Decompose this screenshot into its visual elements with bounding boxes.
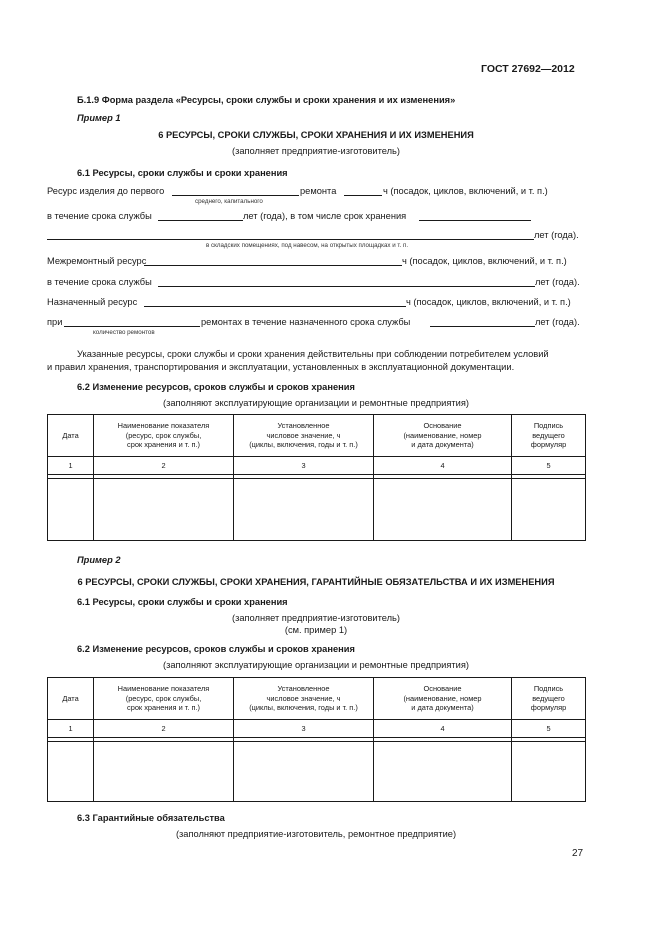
col-number: 2: [94, 720, 234, 738]
conditions-paragraph-line-1: Указанные ресурсы, сроки службы и сроки хранения действительны при соблюдении потребителем условий: [77, 349, 549, 359]
storage-years-label: лет (года).: [534, 230, 579, 240]
document-id: ГОСТ 27692—2012: [481, 63, 575, 75]
col-number: 1: [48, 720, 94, 738]
assigned-units-label: ч (посадок, циклов, включений, и т. п.): [406, 297, 571, 307]
col-header-signature: [512, 415, 586, 457]
changes-table-2: [47, 677, 586, 802]
subsection-6-3-note: (заполняют предприятие-изготовитель, ремонтное предприятие): [175, 829, 457, 839]
subsection-6-1-title: 6.1 Ресурсы, сроки службы и сроки хранения: [77, 168, 288, 178]
table-cell-value[interactable]: [234, 742, 374, 802]
col-header-value: [234, 678, 374, 720]
col-number: 5: [512, 457, 586, 475]
conditions-paragraph-line-2: и правил хранения, транспортирования и эксплуатации, установленных в эксплуатационной документации.: [47, 362, 515, 372]
col-header-indicator-text: Наименование показателя (ресурс, срок службы, срок хранения и т. п.): [117, 421, 210, 450]
overhaul-units-label: ч (посадок, циклов, включений, и т. п.): [402, 256, 567, 266]
repairs-count-field[interactable]: [64, 326, 200, 327]
assigned-years-label: лет (года).: [535, 317, 580, 327]
overhaul-resource-label: Межремонтный ресурс: [47, 256, 147, 266]
example-2-subsection-6-1-title: 6.1 Ресурсы, сроки службы и сроки хранения: [77, 597, 288, 607]
example-2-subsection-6-2-note: (заполняют эксплуатирующие организации и ремонтные предприятия): [162, 660, 469, 670]
col-number: 2: [94, 457, 234, 475]
subsection-6-2-note: (заполняют эксплуатирующие организации и ремонтные предприятия): [162, 398, 469, 408]
changes-table-1: [47, 414, 586, 541]
example-2-label: Пример 2: [77, 555, 121, 565]
overhaul-years-label: лет (года).: [535, 277, 580, 287]
col-header-basis: [374, 415, 512, 457]
storage-conditions-field[interactable]: [47, 239, 534, 240]
resource-first-repair-label: Ресурс изделия до первого: [47, 186, 165, 196]
example-1-heading: 6 РЕСУРСЫ, СРОКИ СЛУЖБЫ, СРОКИ ХРАНЕНИЯ И ИХ ИЗМЕНЕНИЯ: [158, 130, 474, 140]
example-1-note: (заполняет предприятие-изготовитель): [231, 146, 400, 156]
subsection-6-2-title: 6.2 Изменение ресурсов, сроков службы и сроков хранения: [77, 382, 355, 392]
repairs-count-hint: количество ремонтов: [93, 329, 155, 336]
col-header-basis-text: Основание (наименование, номер и дата документа): [403, 684, 482, 713]
service-life-field[interactable]: [158, 220, 243, 221]
at-label: при: [47, 317, 63, 327]
assigned-resource-label: Назначенный ресурс: [47, 297, 138, 307]
example-2-subsection-6-1-note: (заполняет предприятие-изготовитель): [231, 613, 400, 623]
overhaul-resource-field[interactable]: [144, 265, 402, 266]
col-header-indicator: [94, 415, 234, 457]
repair-type-field[interactable]: [172, 195, 299, 196]
resource-units-label: ч (посадок, циклов, включений, и т. п.): [383, 186, 548, 196]
col-number: 1: [48, 457, 94, 475]
resource-hours-field[interactable]: [344, 195, 382, 196]
example-2-subsection-6-2-title: 6.2 Изменение ресурсов, сроков службы и сроков хранения: [77, 644, 355, 654]
table-cell-indicator[interactable]: [94, 742, 234, 802]
col-number: 3: [234, 720, 374, 738]
repairs-assigned-label: ремонтах в течение назначенного срока службы: [201, 317, 411, 327]
col-header-signature-text: Подпись ведущего формуляр: [530, 684, 567, 713]
table-cell-value[interactable]: [234, 479, 374, 541]
service-life-label: в течение срока службы: [47, 211, 152, 221]
table-cell-date[interactable]: [48, 479, 94, 541]
subsection-6-3-title: 6.3 Гарантийные обязательства: [77, 813, 225, 823]
storage-period-field[interactable]: [419, 220, 531, 221]
col-header-signature: [512, 678, 586, 720]
table-cell-basis[interactable]: [374, 479, 512, 541]
section-title: Б.1.9 Форма раздела «Ресурсы, сроки службы и сроки хранения и их изменения»: [77, 95, 456, 105]
page-number: 27: [572, 848, 584, 859]
col-number: 4: [374, 457, 512, 475]
col-header-indicator-text: Наименование показателя (ресурс, срок службы, срок хранения и т. п.): [117, 684, 210, 713]
col-header-basis-text: Основание (наименование, номер и дата документа): [403, 421, 482, 450]
example-2-heading: 6 РЕСУРСЫ, СРОКИ СЛУЖБЫ, СРОКИ ХРАНЕНИЯ, ГАРАНТИЙНЫЕ ОБЯЗАТЕЛЬСТВА И ИХ ИЗМЕНЕНИЯ: [77, 577, 555, 587]
table-cell-basis[interactable]: [374, 742, 512, 802]
col-header-signature-text: Подпись ведущего формуляр: [530, 421, 567, 450]
overhaul-service-life-field[interactable]: [158, 286, 535, 287]
col-header-basis: [374, 678, 512, 720]
col-number: 3: [234, 457, 374, 475]
col-header-value-text: Установленное числовое значение, ч (циклы, включения, годы и т. п.): [249, 684, 358, 713]
storage-period-label: лет (года), в том числе срок хранения: [243, 211, 407, 221]
table-cell-signature[interactable]: [512, 479, 586, 541]
table-cell-date[interactable]: [48, 742, 94, 802]
example-2-subsection-6-1-ref: (см. пример 1): [284, 625, 348, 635]
overhaul-service-life-label: в течение срока службы: [47, 277, 152, 287]
col-header-date: Дата: [48, 678, 94, 720]
repair-type-hint: среднего, капитального: [195, 198, 263, 205]
col-header-value: [234, 415, 374, 457]
assigned-service-life-field[interactable]: [430, 326, 535, 327]
col-header-indicator: [94, 678, 234, 720]
col-header-date: Дата: [48, 415, 94, 457]
table-cell-indicator[interactable]: [94, 479, 234, 541]
storage-conditions-hint: в складских помещениях, под навесом, на открытых площадках и т. п.: [206, 242, 409, 249]
repair-label: ремонта: [300, 186, 337, 196]
example-1-label: Пример 1: [77, 113, 121, 123]
col-number: 4: [374, 720, 512, 738]
table-cell-signature[interactable]: [512, 742, 586, 802]
assigned-resource-field[interactable]: [144, 306, 406, 307]
col-number: 5: [512, 720, 586, 738]
col-header-value-text: Установленное числовое значение, ч (циклы, включения, годы и т. п.): [249, 421, 358, 450]
